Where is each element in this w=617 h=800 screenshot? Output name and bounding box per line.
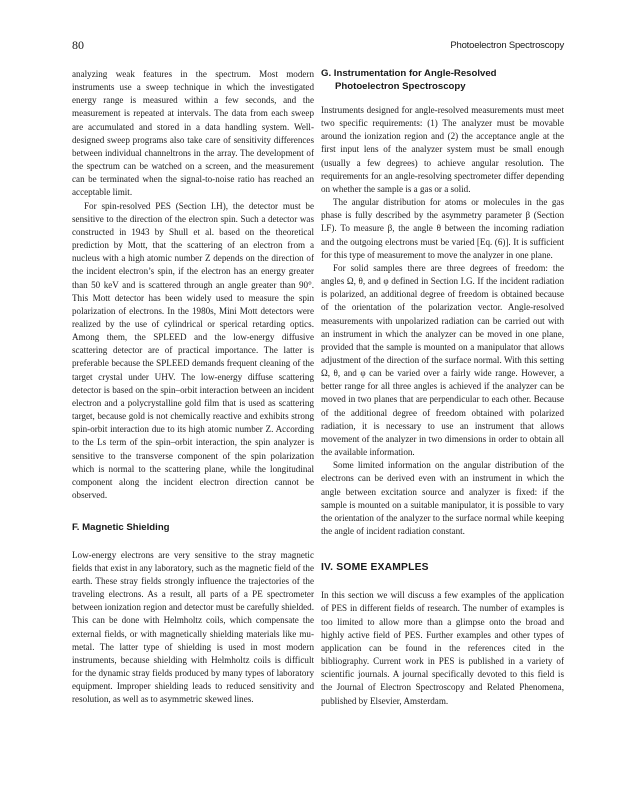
body-paragraph: For solid samples there are three degrees of freedom: the angles Ω, θ, and φ defined in Section I.G. If the incident radiation is polarized, an additional degree of freedom is obtained because of the orientation of the polarization vector. Angle-resolved measurements with unpolarized radiation can be carried out with an instrument in which the analyzer can be moved in one plane, provided that the sample is mounted on a manipulator that allows adjustment of the direction of the surface normal. With this setting Ω, θ, and φ can be varied over a fairly wide range. However, a better range for all three angles is achieved if the analyzer can be moved in two planes that are perpendicular to each other. Because of the additional degree of freedom obtained with polarized radiation, it is necessary to use an instrument that allows movement of the analyzer in two dimensions in order to obtain all the available information. [321, 262, 564, 458]
running-head-title: Photoelectron Spectroscopy [450, 40, 564, 51]
body-paragraph: The angular distribution for atoms or molecules in the gas phase is fully described by the asymmetry parameter β (Section I.F). To measure β, the angle θ between the incoming radiation and the outgoing electrons must be varied [Eq. (6)]. It is sufficient for this type of measurement to move the analyzer in one plane. [321, 197, 564, 260]
body-paragraph: Instruments designed for angle-resolved measurements must meet two specific requirements: (1) The analyzer must be movable around the ionization region and (2) the acceptance angle at the first input lens of the analyzer system must be small enough (usually a few degrees) to achieve angular resolution. The requirements for an angle-resolving spectrometer differ depending on whether the sample is a gas or a solid. [321, 105, 564, 194]
section-f-heading: F. Magnetic Shielding [72, 522, 170, 534]
body-paragraph: In this section we will discuss a few examples of the application of PES in different fields of research. The number of examples is too limited to allow more than a glimpse onto the broad and highly active field of PES. Further examples and other types of application can be found in the references cited in the bibliography. Current work in PES is published in a variety of scientific journals. A journal specifically devoted to this field is the Journal of Electron Spectroscopy and Related Phenomena, published by Elsevier, Amsterdam. [321, 590, 564, 706]
left-column [72, 68, 314, 707]
body-paragraph: Some limited information on the angular distribution of the electrons can be derived even with an instrument in which the angle between excitation source and analyzer is fixed: if the sample is mounted on a suitable manipulator, it is possible to vary the orientation of the analyzer to the surface normal while keeping the angle of incident radiation constant. [321, 460, 564, 536]
body-paragraph: For spin-resolved PES (Section I.H), the detector must be sensitive to the direction of the electron spin. Such a detector was constructed in 1943 by Shull et al. based on the theoretical prediction by Mott, that the scattering of an electron from a nucleus with a high atomic number Z depends on the direction of the incident electron’s spin, if the electron has an energy greater than 50 keV and is scattered through an angle greater than 90°. This Mott detector has been widely used to measure the spin polarization of electrons. In the 1980s, Mini Mott detectors were realized by the use of cylindrical or sperical retarding optics. Among them, the SPLEED and the low-energy diffusive scattering detector are of practical importance. The latter is preferable because the SPLEED demands frequent cleaning of the target crystal under UHV. The low-energy diffuse scattering detector is based on the spin–orbit interaction between an incident electron and a polycrystalline gold film that is used as scattering target, because gold is not chemically reactive and exhibits strong spin-orbit interaction due to its high atomic number Z. According to the Ls term of the spin–orbit interaction, the spin analyzer is sensitive to the transverse component of the spin polarization which is normal to the scattering plane, while the longitudinal component along the incident electron direction cannot be observed. [72, 200, 314, 500]
page-number: 80 [72, 38, 84, 52]
section-g-heading [321, 68, 564, 93]
body-paragraph: analyzing weak features in the spectrum. Most modern instruments use a sweep technique in which the investigated energy range is measured within a few seconds, and the measurement is repeated at intervals. The data from each sweep are accumulated and stored in a data handling system. Well-designed sweep programs also take care of sensitivity differences between individual channeltrons in the array. The development of the spectrum can be watched on a screen, and the measurement can be terminated when the signal-to-noise ratio has reached an acceptable limit. [72, 69, 314, 198]
body-paragraph: Low-energy electrons are very sensitive to the stray magnetic fields that exist in any laboratory, such as the magnetic field of the earth. These stray fields strongly influence the trajectories of the traveling electrons. As a result, all parts of a PE spectrometer between ionization region and detector must be carefully shielded. This can be done with Helmholtz coils, which compensate the external fields, or with magnetically shielding materials like mu-metal. The latter type of shielding is used in most modern instruments, because shielding with Helmholtz coils is difficult for the dynamic stray fields produced by many types of laboratory equipment. Improper shielding leads to reduced sensitivity and resolution, as well as to asymmetric skewed lines. [72, 549, 314, 705]
section-g-heading-line1: G. Instrumentation for Angle-Resolved [321, 68, 497, 79]
section-g-heading-line2: Photoelectron Spectroscopy [335, 80, 466, 92]
section-iv-heading: IV. SOME EXAMPLES [321, 562, 429, 574]
right-column [321, 68, 564, 708]
